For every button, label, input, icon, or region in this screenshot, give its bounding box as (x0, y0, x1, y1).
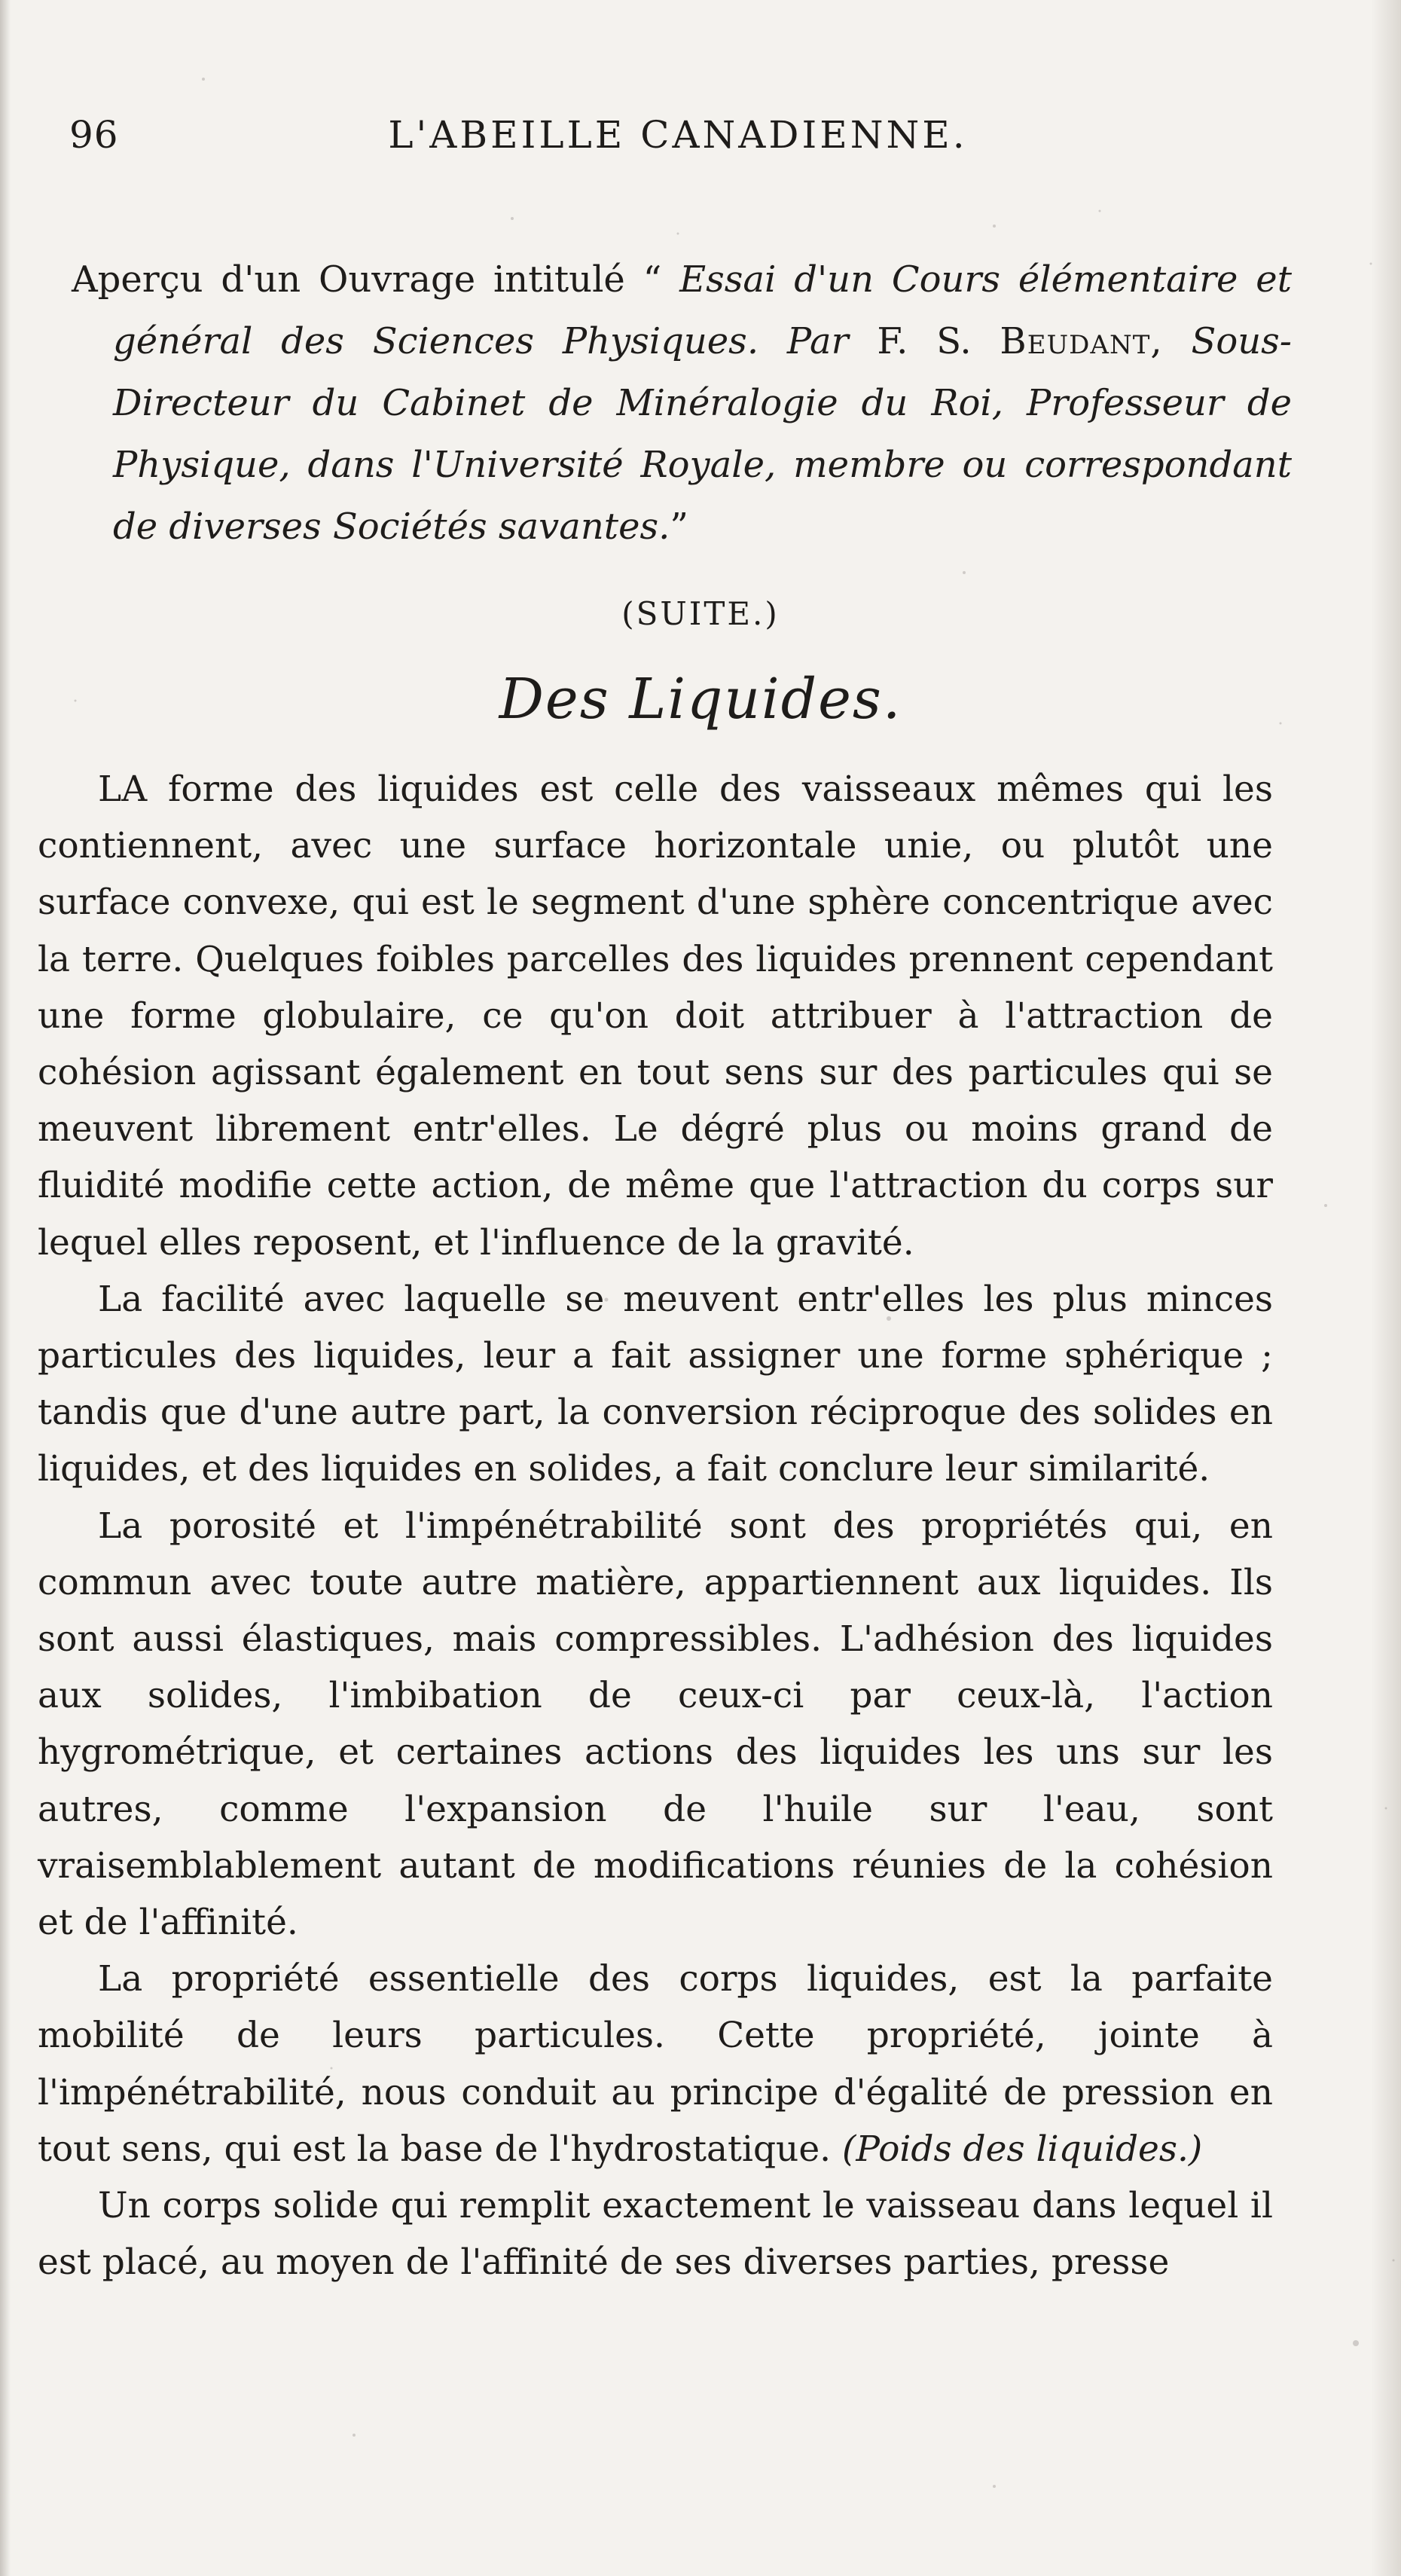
author-name: Beudant, (1000, 320, 1163, 362)
running-head (60, 113, 1265, 173)
page-binding-edge (0, 0, 11, 2576)
author-description: Sous-Directeur du Cabinet de Minéralogie du Roi, Professeur de Physique, dans l'Université Royale, membre ou correspondant de diverses Sociétés savantes. (113, 320, 1292, 548)
paragraph-5: Un corps solide qui remplit exactement le vaisseau dans lequel il est placé, au moyen de l'affinité de ses diverses parties, presse (38, 2185, 1273, 2284)
work-title: Essai d'un Cours élémentaire et général des Sciences Physiques. (113, 258, 1292, 362)
closing-quote: ” (670, 506, 688, 548)
paragraph-4-text: La propriété essentielle des corps liquides, est la parfaite mobilité de leurs particules. Cette propriété, jointe à l'impénétrabilité, nous conduit au principe d'égalité de pression en tout sens, qui est la base de l'hydrostatique. (38, 1958, 1273, 2170)
paragraph-3: La porosité et l'impénétrabilité sont des propriétés qui, en commun avec toute autre matière, appartiennent aux liquides. Ils sont aussi élastiques, mais compressibles. L'adhésion des liquides aux solides, l'imbibation de ceux-ci par ceux-là, l'action hygrométrique, et certaines actions des liquides les uns sur les autres, comme l'expansion de l'huile sur l'eau, sont vraisemblablement autant de modifications réunies de la cohésion et de l'affinité. (38, 1505, 1273, 1944)
page-number: 96 (69, 113, 119, 157)
paragraph-4-note: (Poids des liquides.) (842, 2128, 1203, 2170)
par-label: Par (758, 320, 849, 362)
suite-label: (SUITE.) (621, 595, 780, 632)
journal-title: L'ABEILLE CANADIENNE. (388, 113, 968, 157)
paragraph-4 (38, 1951, 1273, 2177)
paragraph-1: LA forme des liquides est celle des vaisseaux mêmes qui les contiennent, avec une surface horizontale unie, ou plutôt une surface convexe, qui est le segment d'une sphère concentrique avec la terre. Quelques foibles parcelles des liquides prennent cependant une forme globulaire, ce qu'on doit attribuer à l'attraction de cohésion agissant également en tout sens sur des particules qui se meuvent librement entr'elles. Le dégré plus ou moins grand de fluidité modifie cette action, de même que l'attraction du corps sur lequel elles reposent, et l'influence de la gravité. (38, 769, 1273, 1264)
paragraph-2: La facilité avec laquelle se meuvent entr'elles les plus minces particules des liquides, leur a fait assigner une forme sphérique ; tandis que d'une autre part, la conversion réciproque des solides en liquides, et des liquides en solides, a fait conclure leur similarité. (38, 1278, 1273, 1490)
page-right-edge (1371, 0, 1401, 2576)
section-title: Des Liquides. (499, 667, 902, 732)
intro-lead: Aperçu d'un Ouvrage intitulé “ (72, 258, 680, 301)
article-intro (72, 249, 1292, 558)
author-initials: F. S. (848, 320, 1000, 362)
article-body (38, 761, 1273, 2290)
